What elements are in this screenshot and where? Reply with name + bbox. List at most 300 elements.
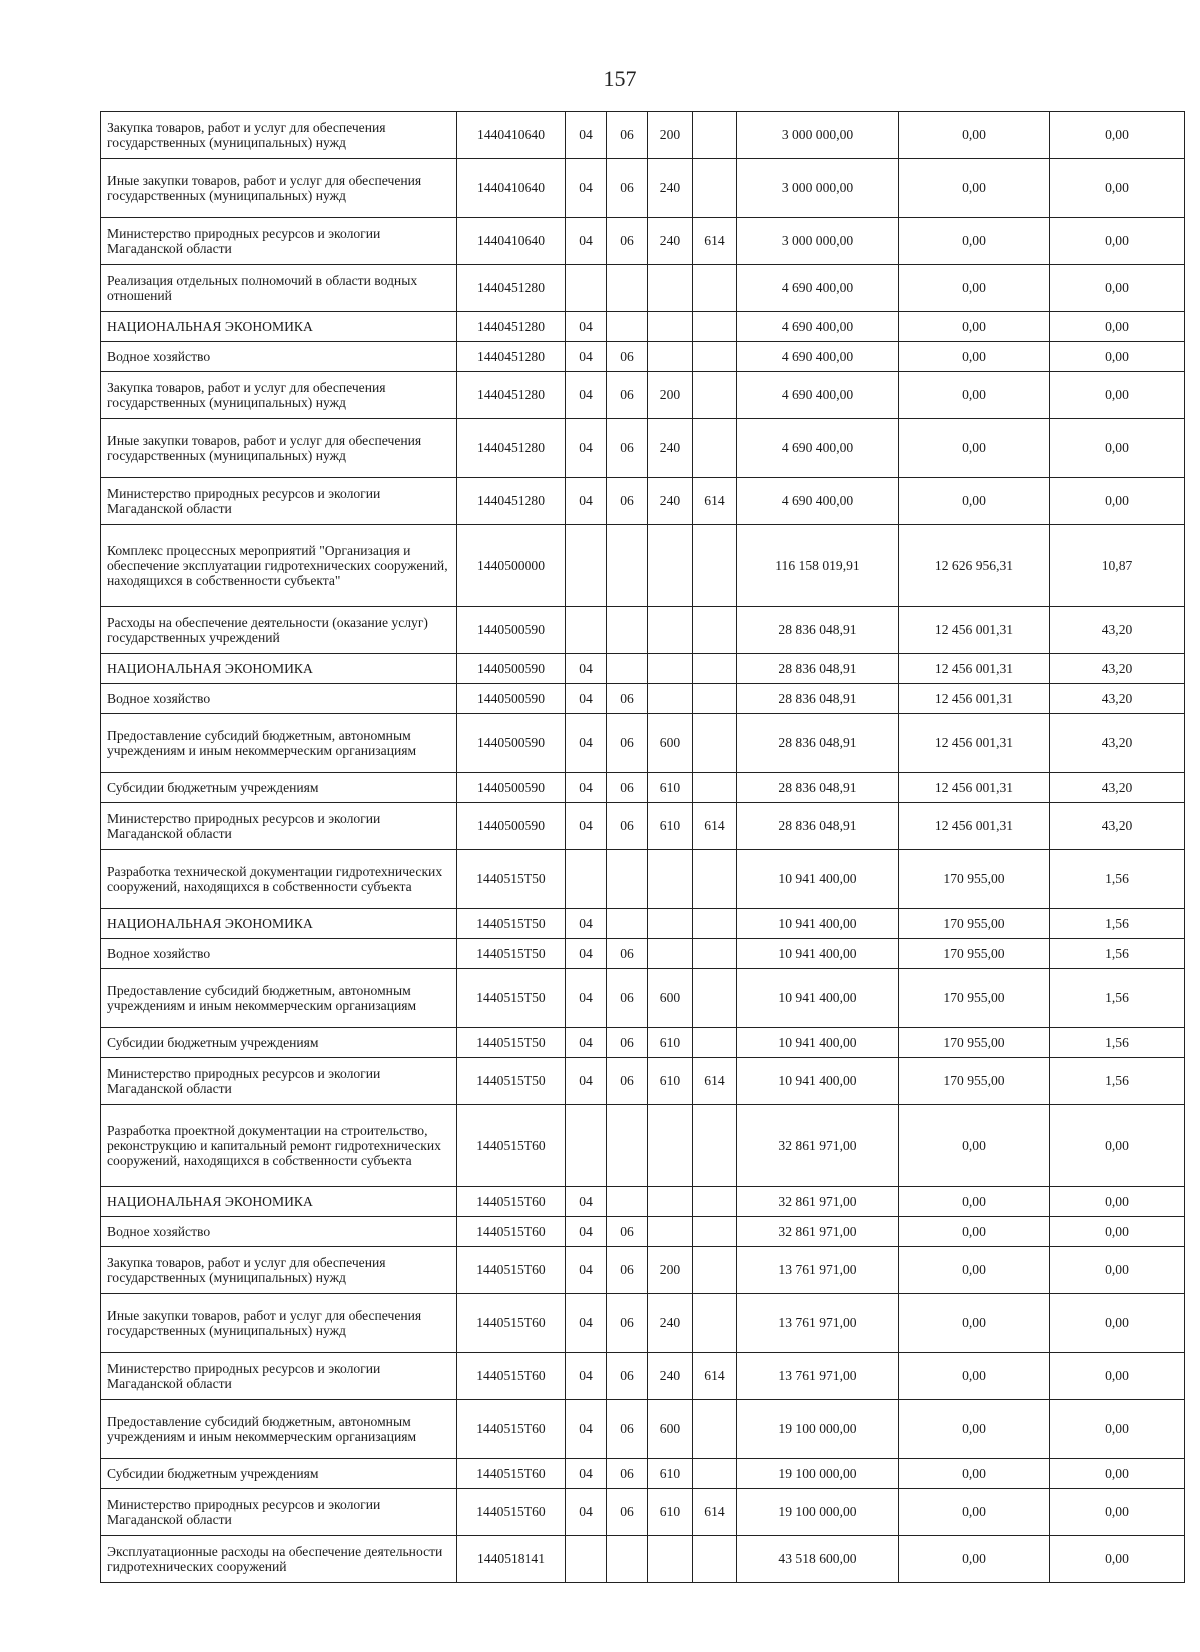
row-name: Закупка товаров, работ и услуг для обеспечения государственных (муниципальных) нужд <box>101 372 457 419</box>
row-subsection <box>607 1536 648 1583</box>
row-amount: 3 000 000,00 <box>737 159 899 218</box>
row-subsection: 06 <box>607 939 648 969</box>
row-executed: 0,00 <box>899 1353 1050 1400</box>
row-grbs-code <box>693 1187 737 1217</box>
row-section: 04 <box>566 1028 607 1058</box>
row-percent: 0,00 <box>1050 1459 1185 1489</box>
row-amount: 10 941 400,00 <box>737 1028 899 1058</box>
row-grbs-code <box>693 112 737 159</box>
row-expense-type <box>648 312 693 342</box>
table-row <box>101 419 1185 478</box>
row-percent: 43,20 <box>1050 607 1185 654</box>
row-name: Иные закупки товаров, работ и услуг для обеспечения государственных (муниципальных) нужд <box>101 1294 457 1353</box>
row-code: 1440500590 <box>457 773 566 803</box>
row-code: 1440515Т60 <box>457 1489 566 1536</box>
row-section: 04 <box>566 1247 607 1294</box>
row-percent: 1,56 <box>1050 1058 1185 1105</box>
row-expense-type: 200 <box>648 372 693 419</box>
row-grbs-code <box>693 1105 737 1187</box>
row-expense-type: 240 <box>648 159 693 218</box>
row-grbs-code <box>693 1536 737 1583</box>
row-executed: 0,00 <box>899 419 1050 478</box>
row-percent: 0,00 <box>1050 1353 1185 1400</box>
row-percent: 0,00 <box>1050 419 1185 478</box>
row-percent: 43,20 <box>1050 654 1185 684</box>
row-section <box>566 525 607 607</box>
row-percent: 0,00 <box>1050 342 1185 372</box>
table-row <box>101 939 1185 969</box>
row-expense-type <box>648 939 693 969</box>
row-amount: 4 690 400,00 <box>737 478 899 525</box>
row-grbs-code <box>693 607 737 654</box>
row-subsection: 06 <box>607 218 648 265</box>
row-subsection <box>607 1105 648 1187</box>
page-number: 157 <box>603 66 637 91</box>
row-code: 1440515Т60 <box>457 1247 566 1294</box>
row-code: 1440515Т60 <box>457 1294 566 1353</box>
table-row <box>101 1536 1185 1583</box>
row-amount: 3 000 000,00 <box>737 112 899 159</box>
row-executed: 170 955,00 <box>899 1058 1050 1105</box>
row-name: Водное хозяйство <box>101 1217 457 1247</box>
row-grbs-code <box>693 654 737 684</box>
row-code: 1440500000 <box>457 525 566 607</box>
row-name: НАЦИОНАЛЬНАЯ ЭКОНОМИКА <box>101 654 457 684</box>
row-subsection: 06 <box>607 159 648 218</box>
row-executed: 0,00 <box>899 312 1050 342</box>
row-section: 04 <box>566 1400 607 1459</box>
row-amount: 13 761 971,00 <box>737 1353 899 1400</box>
row-amount: 19 100 000,00 <box>737 1459 899 1489</box>
row-expense-type: 240 <box>648 218 693 265</box>
row-subsection <box>607 265 648 312</box>
row-expense-type <box>648 654 693 684</box>
row-code: 1440451280 <box>457 342 566 372</box>
table-row <box>101 525 1185 607</box>
row-section: 04 <box>566 372 607 419</box>
row-grbs-code <box>693 714 737 773</box>
row-expense-type <box>648 265 693 312</box>
row-name: Предоставление субсидий бюджетным, автономным учреждениям и иным некоммерческим организациям <box>101 1400 457 1459</box>
row-code: 1440500590 <box>457 607 566 654</box>
row-percent: 0,00 <box>1050 265 1185 312</box>
row-grbs-code <box>693 1247 737 1294</box>
row-percent: 1,56 <box>1050 939 1185 969</box>
row-subsection: 06 <box>607 714 648 773</box>
row-amount: 116 158 019,91 <box>737 525 899 607</box>
row-section: 04 <box>566 714 607 773</box>
row-grbs-code <box>693 419 737 478</box>
row-percent: 1,56 <box>1050 969 1185 1028</box>
table-row <box>101 1058 1185 1105</box>
row-grbs-code <box>693 265 737 312</box>
row-name: Разработка технической документации гидротехнических сооружений, находящихся в собственности субъекта <box>101 850 457 909</box>
row-amount: 10 941 400,00 <box>737 969 899 1028</box>
row-amount: 19 100 000,00 <box>737 1489 899 1536</box>
row-expense-type: 610 <box>648 1489 693 1536</box>
table-row <box>101 112 1185 159</box>
row-section: 04 <box>566 909 607 939</box>
row-name: Субсидии бюджетным учреждениям <box>101 1459 457 1489</box>
row-subsection: 06 <box>607 803 648 850</box>
row-grbs-code: 614 <box>693 1489 737 1536</box>
row-name: Министерство природных ресурсов и экологии Магаданской области <box>101 218 457 265</box>
row-expense-type <box>648 909 693 939</box>
row-code: 1440500590 <box>457 654 566 684</box>
row-executed: 0,00 <box>899 1536 1050 1583</box>
table-row <box>101 342 1185 372</box>
table-row <box>101 607 1185 654</box>
row-percent: 43,20 <box>1050 714 1185 773</box>
row-percent: 0,00 <box>1050 159 1185 218</box>
row-grbs-code <box>693 1028 737 1058</box>
row-expense-type: 610 <box>648 1058 693 1105</box>
row-subsection: 06 <box>607 684 648 714</box>
table-row <box>101 909 1185 939</box>
row-grbs-code <box>693 909 737 939</box>
table-row <box>101 1028 1185 1058</box>
row-section: 04 <box>566 1058 607 1105</box>
row-executed: 0,00 <box>899 1187 1050 1217</box>
row-percent: 43,20 <box>1050 773 1185 803</box>
row-executed: 0,00 <box>899 1294 1050 1353</box>
row-grbs-code <box>693 312 737 342</box>
row-section <box>566 1536 607 1583</box>
row-amount: 3 000 000,00 <box>737 218 899 265</box>
row-subsection <box>607 654 648 684</box>
table-body <box>101 112 1185 1583</box>
row-expense-type: 600 <box>648 714 693 773</box>
row-executed: 12 456 001,31 <box>899 773 1050 803</box>
row-code: 1440410640 <box>457 159 566 218</box>
table-row <box>101 1247 1185 1294</box>
row-percent: 0,00 <box>1050 1247 1185 1294</box>
table-row <box>101 218 1185 265</box>
row-subsection: 06 <box>607 372 648 419</box>
row-name: Иные закупки товаров, работ и услуг для обеспечения государственных (муниципальных) нужд <box>101 419 457 478</box>
row-executed: 12 626 956,31 <box>899 525 1050 607</box>
row-subsection: 06 <box>607 1353 648 1400</box>
row-grbs-code: 614 <box>693 218 737 265</box>
row-grbs-code <box>693 1400 737 1459</box>
row-name: Министерство природных ресурсов и экологии Магаданской области <box>101 1058 457 1105</box>
row-name: НАЦИОНАЛЬНАЯ ЭКОНОМИКА <box>101 909 457 939</box>
row-code: 1440500590 <box>457 684 566 714</box>
row-executed: 0,00 <box>899 112 1050 159</box>
row-percent: 0,00 <box>1050 1400 1185 1459</box>
row-executed: 12 456 001,31 <box>899 607 1050 654</box>
row-section: 04 <box>566 1187 607 1217</box>
row-section: 04 <box>566 803 607 850</box>
row-executed: 0,00 <box>899 218 1050 265</box>
row-section: 04 <box>566 159 607 218</box>
table-row <box>101 372 1185 419</box>
row-subsection: 06 <box>607 1294 648 1353</box>
table-row <box>101 1105 1185 1187</box>
row-amount: 10 941 400,00 <box>737 909 899 939</box>
row-amount: 28 836 048,91 <box>737 654 899 684</box>
row-expense-type <box>648 1536 693 1583</box>
table-row <box>101 1489 1185 1536</box>
row-name: Расходы на обеспечение деятельности (оказание услуг) государственных учреждений <box>101 607 457 654</box>
row-name: Водное хозяйство <box>101 684 457 714</box>
table-row <box>101 1400 1185 1459</box>
row-grbs-code <box>693 1294 737 1353</box>
row-grbs-code <box>693 773 737 803</box>
row-amount: 4 690 400,00 <box>737 372 899 419</box>
row-percent: 43,20 <box>1050 684 1185 714</box>
row-section: 04 <box>566 654 607 684</box>
row-executed: 0,00 <box>899 1459 1050 1489</box>
row-name: Субсидии бюджетным учреждениям <box>101 1028 457 1058</box>
row-code: 1440515Т60 <box>457 1217 566 1247</box>
row-name: Предоставление субсидий бюджетным, автономным учреждениям и иным некоммерческим организациям <box>101 969 457 1028</box>
row-grbs-code: 614 <box>693 803 737 850</box>
row-code: 1440410640 <box>457 218 566 265</box>
table-row <box>101 265 1185 312</box>
row-grbs-code <box>693 159 737 218</box>
row-executed: 0,00 <box>899 372 1050 419</box>
row-amount: 10 941 400,00 <box>737 939 899 969</box>
row-percent: 0,00 <box>1050 372 1185 419</box>
row-percent: 0,00 <box>1050 478 1185 525</box>
row-grbs-code <box>693 342 737 372</box>
row-amount: 4 690 400,00 <box>737 342 899 372</box>
row-expense-type <box>648 525 693 607</box>
row-expense-type: 610 <box>648 773 693 803</box>
row-subsection: 06 <box>607 1400 648 1459</box>
row-code: 1440500590 <box>457 803 566 850</box>
row-executed: 170 955,00 <box>899 909 1050 939</box>
row-percent: 1,56 <box>1050 909 1185 939</box>
row-executed: 12 456 001,31 <box>899 684 1050 714</box>
row-subsection <box>607 312 648 342</box>
row-percent: 0,00 <box>1050 112 1185 159</box>
row-section <box>566 850 607 909</box>
row-subsection: 06 <box>607 1459 648 1489</box>
row-subsection: 06 <box>607 1489 648 1536</box>
row-name: НАЦИОНАЛЬНАЯ ЭКОНОМИКА <box>101 1187 457 1217</box>
row-subsection: 06 <box>607 1058 648 1105</box>
row-section: 04 <box>566 1459 607 1489</box>
table-row <box>101 1353 1185 1400</box>
row-grbs-code <box>693 372 737 419</box>
row-amount: 10 941 400,00 <box>737 850 899 909</box>
row-grbs-code <box>693 850 737 909</box>
row-grbs-code: 614 <box>693 1353 737 1400</box>
row-amount: 13 761 971,00 <box>737 1294 899 1353</box>
row-grbs-code <box>693 684 737 714</box>
row-section: 04 <box>566 419 607 478</box>
row-executed: 12 456 001,31 <box>899 714 1050 773</box>
row-expense-type <box>648 684 693 714</box>
row-amount: 32 861 971,00 <box>737 1105 899 1187</box>
row-expense-type: 610 <box>648 803 693 850</box>
row-section: 04 <box>566 1489 607 1536</box>
row-code: 1440515Т50 <box>457 909 566 939</box>
row-amount: 4 690 400,00 <box>737 312 899 342</box>
row-executed: 0,00 <box>899 1400 1050 1459</box>
row-percent: 0,00 <box>1050 1536 1185 1583</box>
row-amount: 19 100 000,00 <box>737 1400 899 1459</box>
row-grbs-code <box>693 525 737 607</box>
row-expense-type: 610 <box>648 1028 693 1058</box>
table-row <box>101 1459 1185 1489</box>
row-amount: 10 941 400,00 <box>737 1058 899 1105</box>
row-executed: 0,00 <box>899 1489 1050 1536</box>
row-code: 1440518141 <box>457 1536 566 1583</box>
row-code: 1440515Т60 <box>457 1400 566 1459</box>
row-executed: 170 955,00 <box>899 1028 1050 1058</box>
row-executed: 0,00 <box>899 1105 1050 1187</box>
row-expense-type: 240 <box>648 478 693 525</box>
row-amount: 4 690 400,00 <box>737 265 899 312</box>
row-code: 1440515Т50 <box>457 939 566 969</box>
row-expense-type: 200 <box>648 112 693 159</box>
row-grbs-code <box>693 939 737 969</box>
row-expense-type: 200 <box>648 1247 693 1294</box>
row-code: 1440515Т50 <box>457 969 566 1028</box>
budget-table <box>100 111 1185 1583</box>
row-name: Комплекс процессных мероприятий "Организация и обеспечение эксплуатации гидротехнических сооружений, находящихся в собственности субъекта" <box>101 525 457 607</box>
row-name: Иные закупки товаров, работ и услуг для обеспечения государственных (муниципальных) нужд <box>101 159 457 218</box>
row-amount: 28 836 048,91 <box>737 607 899 654</box>
row-section: 04 <box>566 939 607 969</box>
row-section <box>566 1105 607 1187</box>
row-expense-type <box>648 342 693 372</box>
table-row <box>101 803 1185 850</box>
row-code: 1440451280 <box>457 478 566 525</box>
row-name: Эксплуатационные расходы на обеспечение деятельности гидротехнических сооружений <box>101 1536 457 1583</box>
row-amount: 28 836 048,91 <box>737 803 899 850</box>
row-executed: 12 456 001,31 <box>899 803 1050 850</box>
row-code: 1440451280 <box>457 372 566 419</box>
row-subsection: 06 <box>607 478 648 525</box>
row-amount: 28 836 048,91 <box>737 684 899 714</box>
row-percent: 0,00 <box>1050 1294 1185 1353</box>
row-name: Министерство природных ресурсов и экологии Магаданской области <box>101 1353 457 1400</box>
row-section <box>566 607 607 654</box>
row-subsection: 06 <box>607 112 648 159</box>
table-row <box>101 312 1185 342</box>
row-code: 1440500590 <box>457 714 566 773</box>
row-name: Разработка проектной документации на строительство, реконструкцию и капитальный ремонт гидротехнических сооружений, находящихся в собственности субъекта <box>101 1105 457 1187</box>
row-code: 1440515Т50 <box>457 850 566 909</box>
row-name: Субсидии бюджетным учреждениям <box>101 773 457 803</box>
row-section: 04 <box>566 684 607 714</box>
row-subsection <box>607 1187 648 1217</box>
row-section: 04 <box>566 1294 607 1353</box>
row-code: 1440515Т60 <box>457 1459 566 1489</box>
row-subsection: 06 <box>607 342 648 372</box>
row-executed: 0,00 <box>899 342 1050 372</box>
row-code: 1440515Т60 <box>457 1187 566 1217</box>
row-section: 04 <box>566 1353 607 1400</box>
row-executed: 0,00 <box>899 1247 1050 1294</box>
row-expense-type <box>648 607 693 654</box>
row-percent: 10,87 <box>1050 525 1185 607</box>
row-name: Министерство природных ресурсов и экологии Магаданской области <box>101 803 457 850</box>
table-row <box>101 684 1185 714</box>
table-row <box>101 969 1185 1028</box>
row-amount: 13 761 971,00 <box>737 1247 899 1294</box>
row-grbs-code <box>693 1217 737 1247</box>
row-section <box>566 265 607 312</box>
row-expense-type: 240 <box>648 1353 693 1400</box>
table-row <box>101 1217 1185 1247</box>
row-percent: 0,00 <box>1050 1187 1185 1217</box>
row-code: 1440451280 <box>457 312 566 342</box>
row-expense-type <box>648 1105 693 1187</box>
row-percent: 0,00 <box>1050 1105 1185 1187</box>
row-percent: 43,20 <box>1050 803 1185 850</box>
row-name: Закупка товаров, работ и услуг для обеспечения государственных (муниципальных) нужд <box>101 1247 457 1294</box>
row-expense-type: 600 <box>648 1400 693 1459</box>
row-section: 04 <box>566 1217 607 1247</box>
row-amount: 43 518 600,00 <box>737 1536 899 1583</box>
row-expense-type: 600 <box>648 969 693 1028</box>
table-row <box>101 1294 1185 1353</box>
row-subsection: 06 <box>607 969 648 1028</box>
row-subsection: 06 <box>607 773 648 803</box>
row-expense-type <box>648 1217 693 1247</box>
row-executed: 0,00 <box>899 478 1050 525</box>
row-name: Предоставление субсидий бюджетным, автономным учреждениям и иным некоммерческим организациям <box>101 714 457 773</box>
row-executed: 12 456 001,31 <box>899 654 1050 684</box>
row-subsection <box>607 525 648 607</box>
row-executed: 170 955,00 <box>899 969 1050 1028</box>
row-executed: 170 955,00 <box>899 939 1050 969</box>
row-name: Закупка товаров, работ и услуг для обеспечения государственных (муниципальных) нужд <box>101 112 457 159</box>
row-percent: 0,00 <box>1050 312 1185 342</box>
row-amount: 28 836 048,91 <box>737 714 899 773</box>
row-expense-type: 610 <box>648 1459 693 1489</box>
row-code: 1440515Т60 <box>457 1353 566 1400</box>
row-expense-type: 240 <box>648 419 693 478</box>
row-section: 04 <box>566 112 607 159</box>
row-subsection <box>607 909 648 939</box>
row-section: 04 <box>566 218 607 265</box>
table-row <box>101 159 1185 218</box>
row-executed: 0,00 <box>899 159 1050 218</box>
row-name: Министерство природных ресурсов и экологии Магаданской области <box>101 1489 457 1536</box>
row-section: 04 <box>566 773 607 803</box>
row-subsection <box>607 607 648 654</box>
row-expense-type: 240 <box>648 1294 693 1353</box>
row-amount: 28 836 048,91 <box>737 773 899 803</box>
row-executed: 170 955,00 <box>899 850 1050 909</box>
row-percent: 0,00 <box>1050 1217 1185 1247</box>
table-row <box>101 1187 1185 1217</box>
row-section: 04 <box>566 969 607 1028</box>
row-executed: 0,00 <box>899 265 1050 312</box>
row-amount: 32 861 971,00 <box>737 1187 899 1217</box>
table-row <box>101 773 1185 803</box>
table-row <box>101 714 1185 773</box>
row-name: Водное хозяйство <box>101 939 457 969</box>
row-code: 1440410640 <box>457 112 566 159</box>
row-subsection: 06 <box>607 419 648 478</box>
table-row <box>101 654 1185 684</box>
row-code: 1440515Т60 <box>457 1105 566 1187</box>
row-name: Министерство природных ресурсов и экологии Магаданской области <box>101 478 457 525</box>
row-code: 1440451280 <box>457 265 566 312</box>
row-section: 04 <box>566 312 607 342</box>
row-grbs-code <box>693 969 737 1028</box>
row-name: Водное хозяйство <box>101 342 457 372</box>
row-subsection: 06 <box>607 1028 648 1058</box>
row-grbs-code: 614 <box>693 1058 737 1105</box>
